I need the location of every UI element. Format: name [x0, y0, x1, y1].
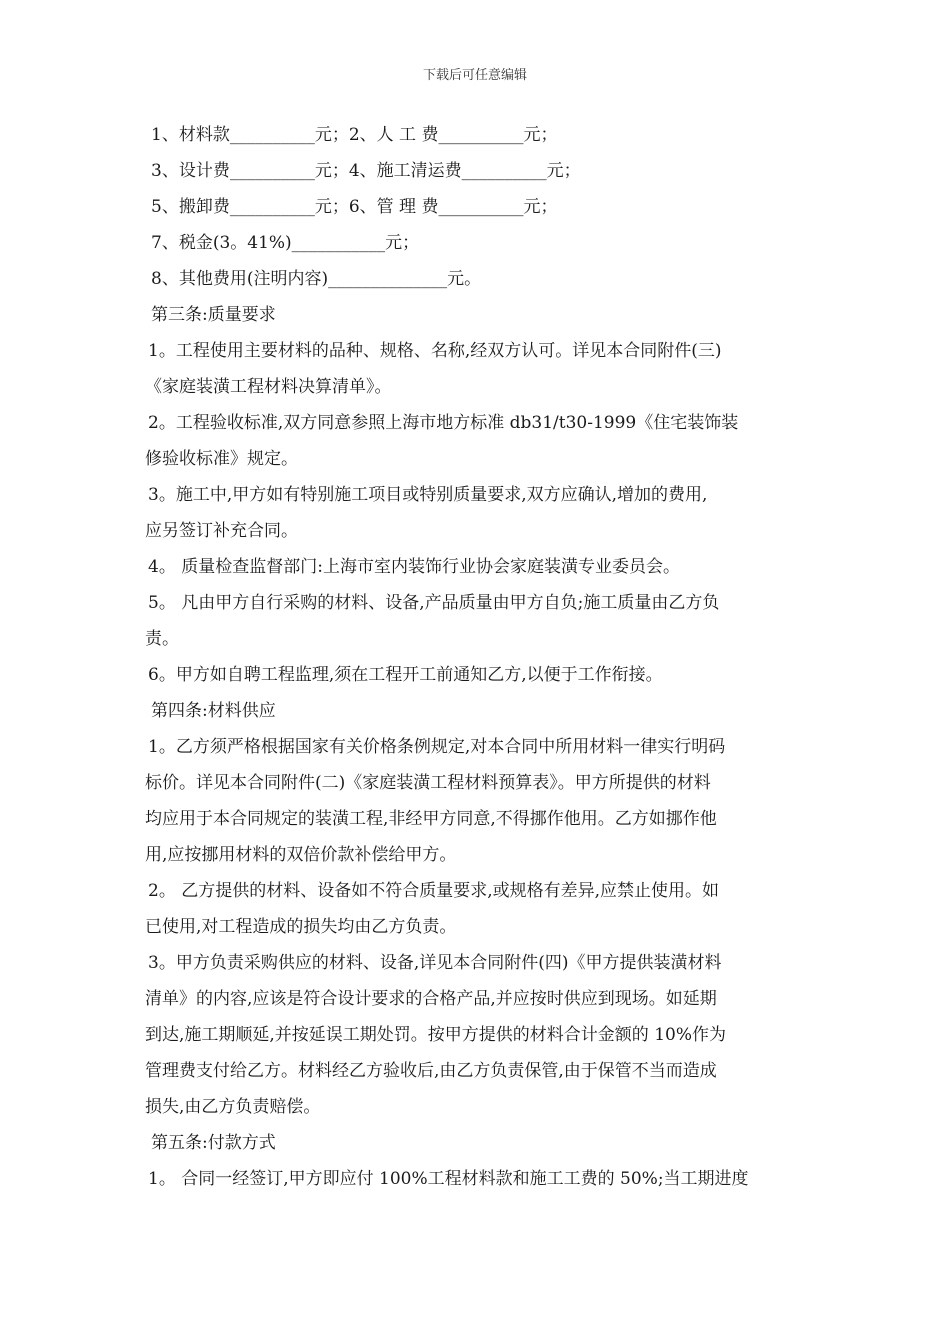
fee-line-1-2: 1、材料款__________元；2、人 工 费__________元；: [151, 125, 558, 145]
article-3-item-5-line-1: 5。 凡由甲方自行采购的材料、设备,产品质量由甲方自负;施工质量由乙方负: [148, 593, 720, 613]
article-4-item-1-line-4: 用,应按挪用材料的双倍价款补偿给甲方。: [145, 845, 457, 865]
article-3-item-2-line-2: 修验收标准》规定。: [145, 449, 298, 469]
fee-line-8: 8、其他费用(注明内容)______________元。: [151, 269, 482, 289]
article-4-item-3-line-1: 3。甲方负责采购供应的材料、设备,详见本合同附件(四)《甲方提供装潢材料: [148, 953, 722, 973]
article-3-item-1-line-1: 1。工程使用主要材料的品种、规格、名称,经双方认可。详见本合同附件(三): [148, 341, 722, 361]
article-3-item-5-line-2: 责。: [145, 629, 179, 649]
article-5-heading: 第五条:付款方式: [151, 1133, 276, 1153]
document-body: [145, 117, 810, 1197]
article-4-item-3-line-3: 到达,施工期顺延,并按延误工期处罚。按甲方提供的材料合计金额的 10%作为: [145, 1025, 726, 1045]
article-4-item-2-line-1: 2。 乙方提供的材料、设备如不符合质量要求,或规格有差异,应禁止使用。如: [148, 881, 720, 901]
fee-line-3-4: 3、设计费__________元；4、施工清运费__________元；: [151, 161, 581, 181]
page-header: 下载后可任意编辑: [422, 68, 527, 83]
article-4-heading: 第四条:材料供应: [151, 701, 276, 721]
article-3-heading: 第三条:质量要求: [151, 305, 276, 325]
fee-line-7: 7、税金(3。41%)___________元；: [151, 233, 420, 253]
article-4-item-3-line-5: 损失,由乙方负责赔偿。: [145, 1097, 321, 1117]
article-4-item-1-line-1: 1。乙方须严格根据国家有关价格条例规定,对本合同中所用材料一律实行明码: [148, 737, 726, 757]
article-3-item-3-line-1: 3。施工中,甲方如有特别施工项目或特别质量要求,双方应确认,增加的费用,: [148, 485, 708, 505]
article-3-item-6: 6。甲方如自聘工程监理,须在工程开工前通知乙方,以便于工作衔接。: [148, 665, 663, 685]
article-3-item-2-line-1: 2。工程验收标准,双方同意参照上海市地方标准 db31/t30-1999《住宅装饰装: [148, 413, 739, 433]
article-4-item-1-line-3: 均应用于本合同规定的装潢工程,非经甲方同意,不得挪作他用。乙方如挪作他: [145, 809, 717, 829]
article-4-item-3-line-4: 管理费支付给乙方。材料经乙方验收后,由乙方负责保管,由于保管不当而造成: [145, 1061, 717, 1081]
article-4-item-1-line-2: 标价。详见本合同附件(二)《家庭装潢工程材料预算表》。甲方所提供的材料: [145, 773, 711, 793]
article-3-item-3-line-2: 应另签订补充合同。: [145, 521, 298, 541]
article-3-item-1-line-2: 《家庭装潢工程材料决算清单》。: [145, 377, 392, 397]
article-5-item-1-line-1: 1。 合同一经签订,甲方即应付 100%工程材料款和施工工费的 50%;当工期进度: [148, 1169, 749, 1189]
article-4-item-2-line-2: 已使用,对工程造成的损失均由乙方负责。: [145, 917, 457, 937]
article-4-item-3-line-2: 清单》的内容,应该是符合设计要求的合格产品,并应按时供应到现场。如延期: [145, 989, 717, 1009]
article-3-item-4: 4。 质量检查监督部门:上海市室内装饰行业协会家庭装潢专业委员会。: [148, 557, 680, 577]
fee-line-5-6: 5、搬卸费__________元；6、管 理 费__________元；: [151, 197, 558, 217]
